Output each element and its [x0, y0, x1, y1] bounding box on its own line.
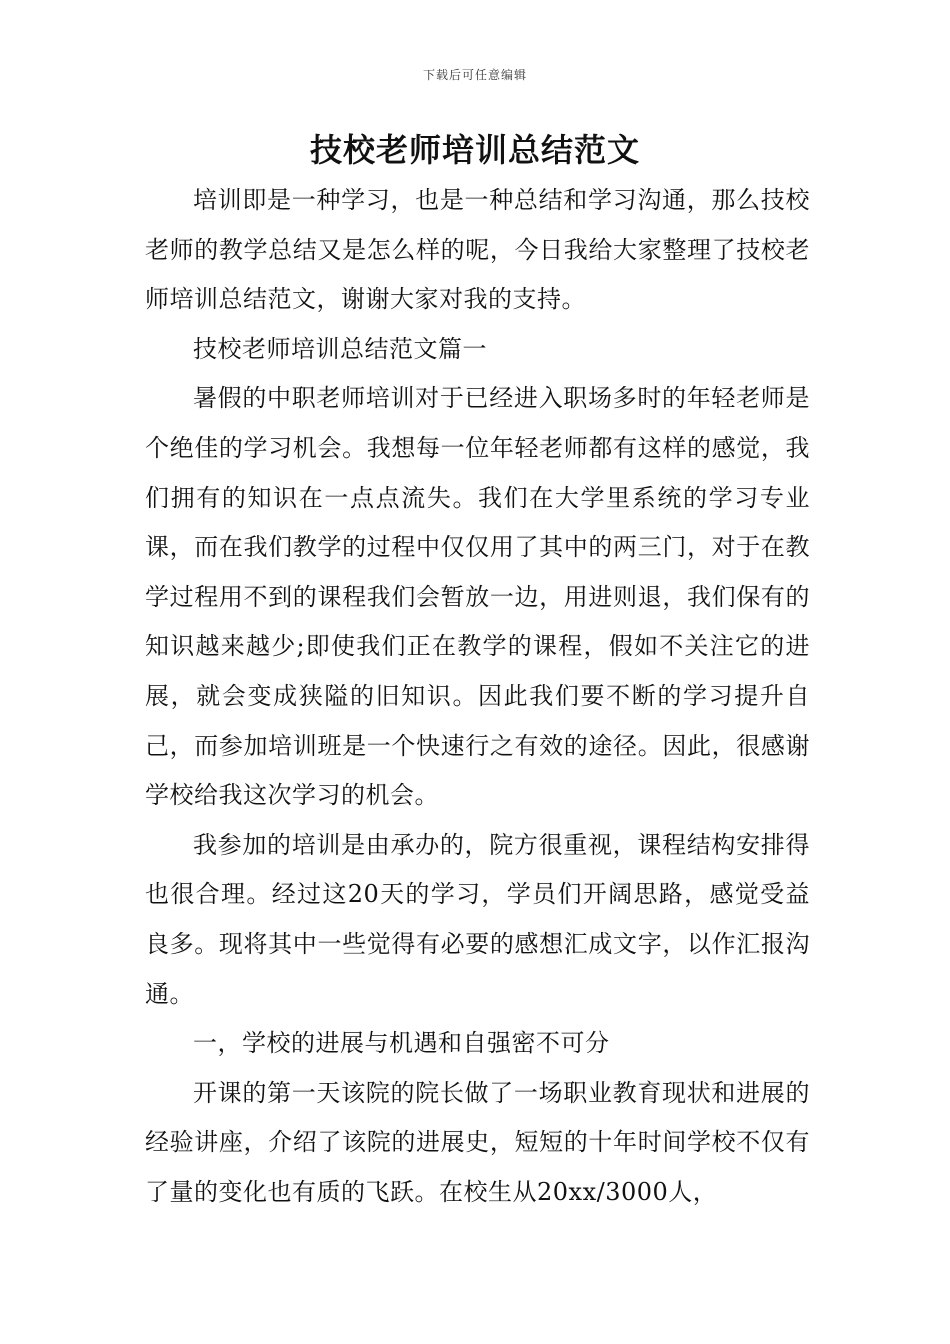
- paragraph: 暑假的中职老师培训对于已经进入职场多时的年轻老师是个绝佳的学习机会。我想每一位年轻老师都有这样的感觉，我们拥有的知识在一点点流失。我们在大学里系统的学习专业课，而在我们教学的过程中仅仅用了其中的两三门，对于在教学过程用不到的课程我们会暂放一边，用进则退，我们保有的知识越来越少;即使我们正在教学的课程，假如不关注它的进展，就会变成狭隘的旧知识。因此我们要不断的学习提升自己，而参加培训班是一个快速行之有效的途径。因此，很感谢学校给我这次学习的机会。: [145, 384, 810, 810]
- paragraph-intro: 培训即是一种学习，也是一种总结和学习沟通，那么技校老师的教学总结又是怎么样的呢，今日我给大家整理了技校老师培训总结范文，谢谢大家对我的支持。: [145, 186, 810, 314]
- paragraph: 我参加的培训是由承办的，院方很重视，课程结构安排得也很合理。经过这20天的学习，学员们开阔思路，感觉受益良多。现将其中一些觉得有必要的感想汇成文字，以作汇报沟通。: [145, 830, 810, 1008]
- document-body: [145, 176, 810, 1217]
- section-heading: 技校老师培训总结范文篇一: [193, 334, 487, 363]
- paragraph: 开课的第一天该院的院长做了一场职业教育现状和进展的经验讲座，介绍了该院的进展史，短短的十年时间学校不仅有了量的变化也有质的飞跃。在校生从20xx/3000人，: [145, 1078, 810, 1206]
- subsection-heading: 一，学校的进展与机遇和自强密不可分: [193, 1029, 610, 1058]
- header-note: 下载后可任意编辑: [422, 68, 527, 82]
- document-title: 技校老师培训总结范文: [309, 131, 640, 169]
